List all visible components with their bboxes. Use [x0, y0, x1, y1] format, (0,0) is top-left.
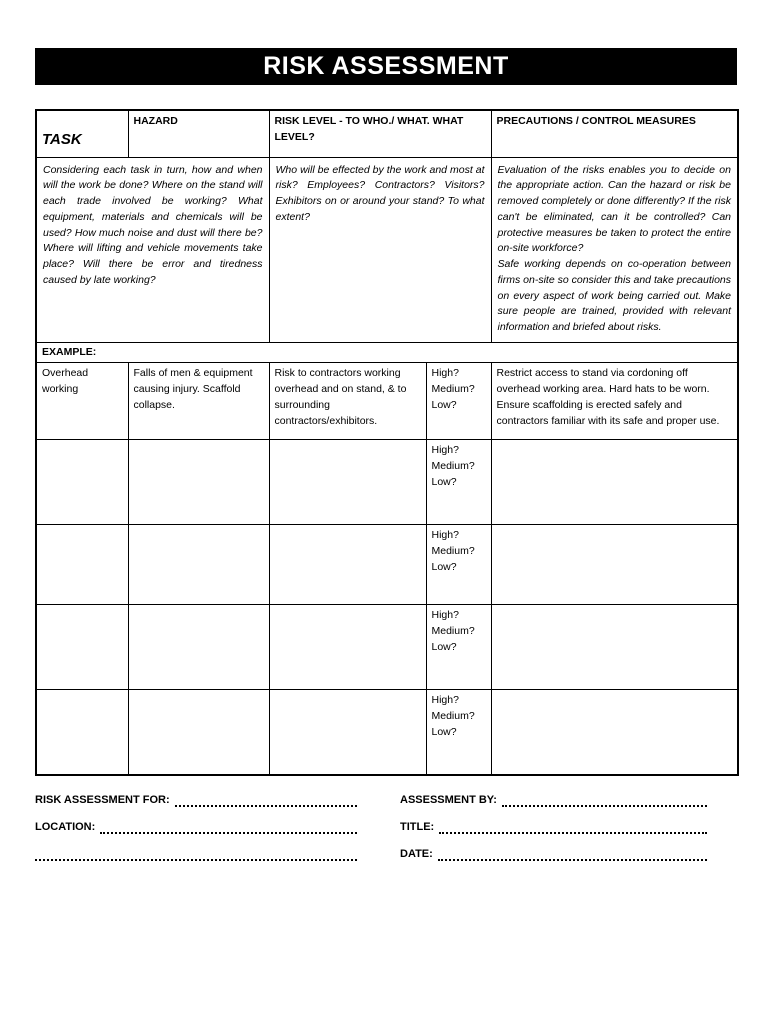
risk-assessment-for-label: RISK ASSESSMENT FOR:	[35, 793, 170, 806]
blank-risk-cell	[269, 605, 426, 690]
location-field	[100, 823, 357, 834]
footer-fields	[35, 794, 737, 861]
level-option-high: High?	[431, 609, 459, 622]
level-option-high: High?	[431, 367, 459, 380]
header-risk-level: RISK LEVEL - TO WHO./ WHAT. WHAT LEVEL?	[269, 110, 491, 157]
blank-precautions-cell	[491, 690, 738, 775]
title-field	[439, 823, 707, 834]
blank-risk-cell	[269, 440, 426, 525]
guidance-precautions	[491, 157, 738, 342]
footer-row-2	[35, 821, 737, 834]
header-task: TASK	[36, 110, 128, 157]
level-option-high: High?	[431, 444, 459, 457]
example-risk-cell: Risk to contractors working overhead and on stand, & to surrounding contractors/exhibitors.	[269, 363, 426, 440]
level-option-medium: Medium?	[431, 383, 475, 395]
guidance-risk-level: Who will be effected by the work and most at risk? Employees? Contractors? Visitors? Exhibitors on or around your stand? To what extent?	[269, 157, 491, 342]
blank-task-cell	[36, 605, 128, 690]
level-option-low: Low?	[431, 398, 457, 411]
blank-row-3	[36, 605, 738, 690]
blank-task-cell	[36, 440, 128, 525]
risk-assessment-form	[35, 48, 737, 875]
example-task-cell: Overhead working	[36, 363, 128, 440]
example-row	[36, 363, 738, 440]
level-option-low: Low?	[431, 475, 457, 488]
example-precautions-cell: Restrict access to stand via cordoning off overhead working area. Hard hats to be worn. Ensure scaffolding is erected safely and contractors familiar with its safe and proper use.	[491, 363, 738, 440]
header-row	[36, 110, 738, 157]
blank-hazard-cell	[128, 525, 269, 605]
level-option-low: Low?	[431, 640, 457, 653]
footer-row-3	[35, 848, 737, 861]
location-continuation-field	[35, 850, 357, 861]
guidance-precautions-paragraph-1: Evaluation of the risks enables you to decide on the appropriate action. Can the hazard or risk be removed completely or done differently? If the risk can't be eliminated, can it be controlled? Can protective measures be taken to protect the entire on-site workforce?	[497, 163, 731, 255]
blank-hazard-cell	[128, 690, 269, 775]
level-option-medium: Medium?	[431, 625, 475, 637]
blank-precautions-cell	[491, 440, 738, 525]
example-label: EXAMPLE:	[36, 342, 738, 363]
level-option-medium: Medium?	[431, 460, 475, 472]
footer-row-1	[35, 794, 737, 807]
level-option-medium: Medium?	[431, 545, 475, 557]
guidance-row	[36, 157, 738, 342]
date-label: DATE:	[400, 847, 433, 860]
risk-assessment-table	[35, 109, 739, 776]
level-option-medium: Medium?	[431, 710, 475, 722]
location-label: LOCATION:	[35, 820, 96, 833]
guidance-task-hazard: Considering each task in turn, how and when will the work be done? Where on the stand will each trade involved be working? What equipment, materials and chemicals will be used? How much noise and dust will there be? Where will lifting and vehicle movements take place? Will there be error and tiredness caused by late working?	[36, 157, 269, 342]
blank-hazard-cell	[128, 605, 269, 690]
assessment-by-field	[502, 796, 707, 807]
title-label: TITLE:	[400, 820, 435, 833]
blank-level-cell	[426, 605, 491, 690]
level-option-low: Low?	[431, 560, 457, 573]
blank-task-cell	[36, 525, 128, 605]
date-field	[438, 850, 707, 861]
example-hazard-cell: Falls of men & equipment causing injury. Scaffold collapse.	[128, 363, 269, 440]
assessment-by-label: ASSESSMENT BY:	[400, 793, 497, 806]
blank-row-4	[36, 690, 738, 775]
blank-precautions-cell	[491, 605, 738, 690]
blank-precautions-cell	[491, 525, 738, 605]
blank-level-cell	[426, 690, 491, 775]
title-banner	[35, 48, 737, 85]
page-title: RISK ASSESSMENT	[263, 52, 509, 80]
level-option-high: High?	[431, 529, 459, 542]
blank-row-1	[36, 440, 738, 525]
level-option-high: High?	[431, 694, 459, 707]
header-hazard: HAZARD	[128, 110, 269, 157]
blank-task-cell	[36, 690, 128, 775]
blank-risk-cell	[269, 525, 426, 605]
blank-risk-cell	[269, 690, 426, 775]
example-level-cell	[426, 363, 491, 440]
guidance-precautions-paragraph-2: Safe working depends on co-operation between firms on-site so consider this and take precautions on every aspect of work being carried out. Make sure people are trained, provided with relevant information and briefed about risks.	[497, 258, 731, 333]
blank-row-2	[36, 525, 738, 605]
blank-level-cell	[426, 525, 491, 605]
example-label-row	[36, 342, 738, 363]
level-option-low: Low?	[431, 725, 457, 738]
risk-assessment-for-field	[175, 796, 357, 807]
blank-hazard-cell	[128, 440, 269, 525]
header-precautions: PRECAUTIONS / CONTROL MEASURES	[491, 110, 738, 157]
blank-level-cell	[426, 440, 491, 525]
